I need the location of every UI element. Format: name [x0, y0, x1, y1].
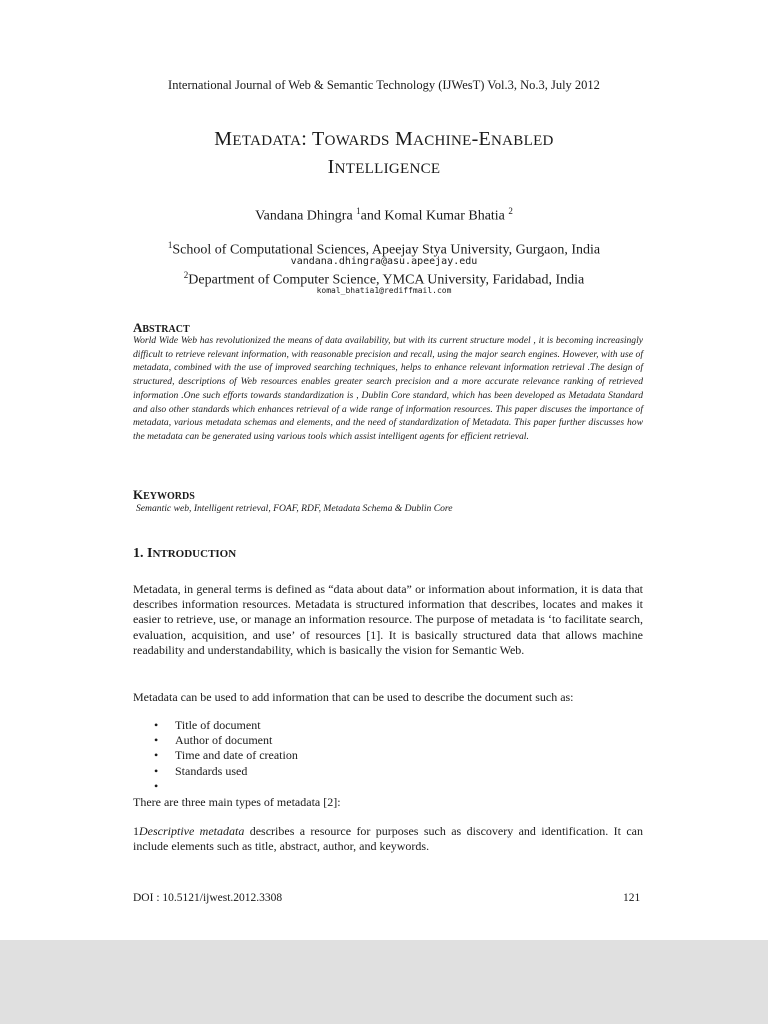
author-email-1: vandana.dhingra@asu.apeejay.edu: [290, 256, 478, 267]
abstract-text: World Wide Web has revolutionized the means of data availability, but with its current structure model , it is becoming increasingly difficult to retrieve relevant information, with reasonable precision and recall, using the major search engines. However, with use of metadata, combined with the use of improved searching techniques, helps to enhance relevant information retrieval .The design of structured, descriptions of Web resources enables greater search precision and a more accurate relevance ranking of retrieved information .One such efforts towards standardization is , Dublin Core standard, which has been developed as Metadata Standard and also other standards which enhances retrieval of a wide range of information resources. This paper discuses the importance of metadata, various metadata schemas and elements, and the need of standardization of Metadata. This paper further discusses how the metadata can be generated using various tools which assist intelligent agents for efficient retrieval.: [133, 335, 643, 442]
journal-header: International Journal of Web & Semantic Technology (IJWesT) Vol.3, No.3, July 2012: [168, 78, 600, 92]
bullet-icon: •: [154, 733, 159, 748]
bullet-icon: •: [154, 778, 159, 793]
bullet-icon: •: [154, 748, 159, 763]
author-email-2: komal_bhatia1@rediffmail.com: [316, 286, 452, 295]
paper-title-line1: METADATA: TOWARDS MACHINE-ENABLED: [214, 128, 554, 150]
author-list: Vandana Dhingra $^1$and Komal Kumar Bhatia $^2$: [255, 206, 513, 224]
list-item: [150, 779, 298, 794]
list-item: • Standards used: [154, 763, 248, 778]
affiliation-1: $^1$School of Computational Sciences, Apeejay Stya University, Gurgaon, India: [167, 240, 601, 258]
intro-paragraph-1: Metadata, in general terms is defined as “data about data” or information about information, it is data that describes information resources. Metadata is structured information that describes, locates and makes it easier to retrieve, use, or manage an information resource. The purpose of metadata is ‘to facilitate search, evaluation, acquisition, and use’ of resources [1]. It is basically structured data that allows machine readability and understandability, which is basically the vision for Semantic Web.: [133, 582, 643, 657]
introduction-heading: 1. INTRODUCTION: [133, 546, 237, 561]
doi-footer: DOI : 10.5121/ijwest.2012.3308: [133, 892, 283, 904]
page-gap: [0, 940, 768, 1024]
list-item: • Time and date of creation: [154, 748, 298, 763]
intro-paragraph-4: 1Descriptive metadata describes a resource for purposes such as discovery and identification. It can include elements such as title, abstract, author, and keywords.: [133, 824, 643, 854]
list-item: • Title of document: [154, 718, 261, 732]
keywords-list: Semantic web, Intelligent retrieval, FOAF, RDF, Metadata Schema & Dublin Core: [136, 503, 453, 514]
bullet-icon: •: [154, 763, 159, 778]
bullet-icon: •: [154, 718, 159, 732]
page-number: 121: [623, 892, 641, 904]
list-item: • Author of document: [154, 733, 273, 748]
abstract-heading: ABSTRACT: [133, 320, 190, 335]
intro-paragraph-2: Metadata can be used to add information that can be used to describe the document such as:: [133, 690, 574, 704]
affiliation-2: $^2$Department of Computer Science, YMCA University, Faridabad, India: [183, 270, 585, 288]
keywords-heading: KEYWORDS: [133, 487, 195, 502]
metadata-bullet-list: [150, 718, 298, 794]
paper-title-line2: INTELLIGENCE: [327, 156, 441, 178]
intro-paragraph-3: There are three main types of metadata [2]:: [133, 795, 341, 809]
